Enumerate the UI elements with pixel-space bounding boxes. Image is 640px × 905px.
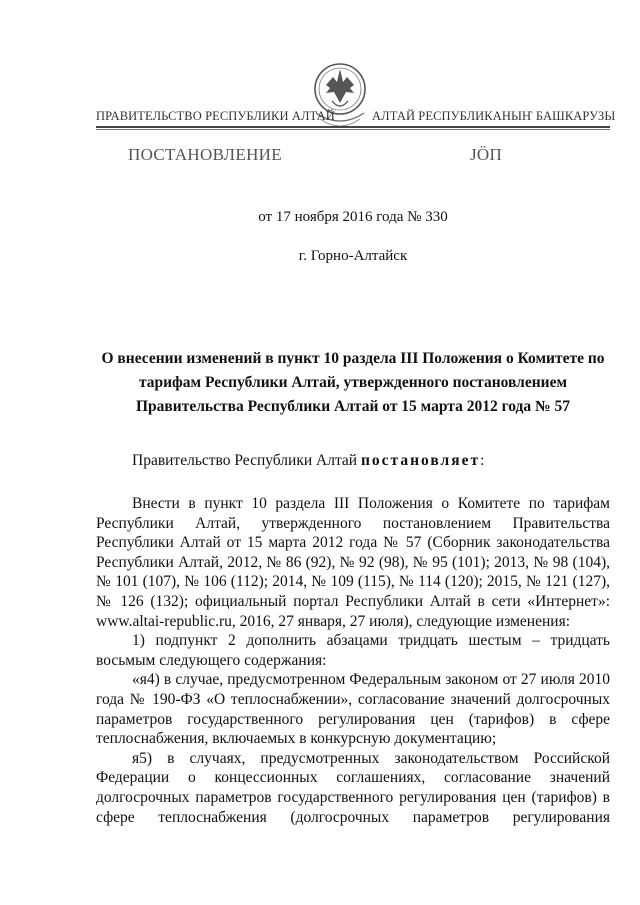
body-line: Республики Алтай, утвержденного постановлением Правительства [96, 514, 610, 532]
government-name-ru: ПРАВИТЕЛЬСТВО РЕСПУБЛИКИ АЛТАЙ [96, 109, 335, 123]
body-line: Республики Алтай, 2012, № 86 (92), № 92 (98), № 95 (101); 2013, № 98 (104), [96, 553, 610, 571]
decree-suffix: : [480, 452, 485, 469]
body-line: Республики Алтай от 15 марта 2012 года № 57 (Сборник законодательства [96, 534, 610, 552]
title-line: тарифам Республики Алтай, утвержденного постановлением [138, 374, 568, 391]
body-line: 1) подпункт 2 дополнить абзацами тридцать шестым – тридцать [132, 632, 610, 650]
body-line: www.altai-republic.ru, 2016, 27 января, 27 июля), следующие изменения: [96, 612, 570, 630]
body-line: Федерации о концессионных соглашениях, согласование значений [96, 769, 610, 787]
body-line: я5) в случаях, предусмотренных законодательством Российской [132, 749, 610, 767]
date-line: от 17 ноября 2016 года № 330 [258, 209, 448, 225]
government-name-altai: АЛТАЙ РЕСПУБЛИКАНЫҤ БАШКАРУЗЫ [372, 109, 616, 123]
header-rule-thin [96, 129, 610, 130]
body-line: № 101 (107), № 106 (112); 2014, № 109 (115), № 114 (120); 2015, № 121 (127), [96, 573, 610, 591]
body-line: сфере теплоснабжения (долгосрочных параметров регулирования [96, 808, 610, 826]
header-rule [96, 126, 610, 128]
body-line: параметров государственного регулирования цен (тарифов) в сфере [96, 710, 610, 728]
body-line: № 126 (132); официальный портал Республики Алтай в сети «Интернет»: [96, 592, 610, 610]
body-line: «я4) в случае, предусмотренном Федеральным законом от 27 июля 2010 [132, 671, 610, 689]
city-line: г. Горно-Алтайск [298, 248, 408, 264]
title-line: О внесении изменений в пункт 10 раздела III Положения о Комитете по [101, 350, 605, 367]
decree-line [132, 452, 484, 470]
body-line: теплоснабжения, включаемых в конкурсную документацию; [96, 730, 497, 748]
title-line: Правительства Республики Алтай от 15 марта 2012 года № 57 [136, 398, 570, 415]
body-line: долгосрочных параметров государственного регулирования цен (тарифов) в [96, 788, 610, 806]
decree-prefix: Правительство Республики Алтай [132, 452, 361, 469]
body-line: восьмым следующего содержания: [96, 651, 327, 669]
doc-type-ru: ПОСТАНОВЛЕНИЕ [128, 145, 282, 164]
document-body [96, 494, 610, 827]
decree-verb: постановляет [360, 452, 481, 469]
body-line: Внести в пункт 10 раздела III Положения о Комитете по тарифам [132, 495, 610, 512]
doc-type-altai: ЈӦП [470, 145, 503, 164]
body-line: года № 190-ФЗ «О теплоснабжении», согласование значений долгосрочных [96, 690, 610, 708]
document-title [96, 347, 610, 419]
